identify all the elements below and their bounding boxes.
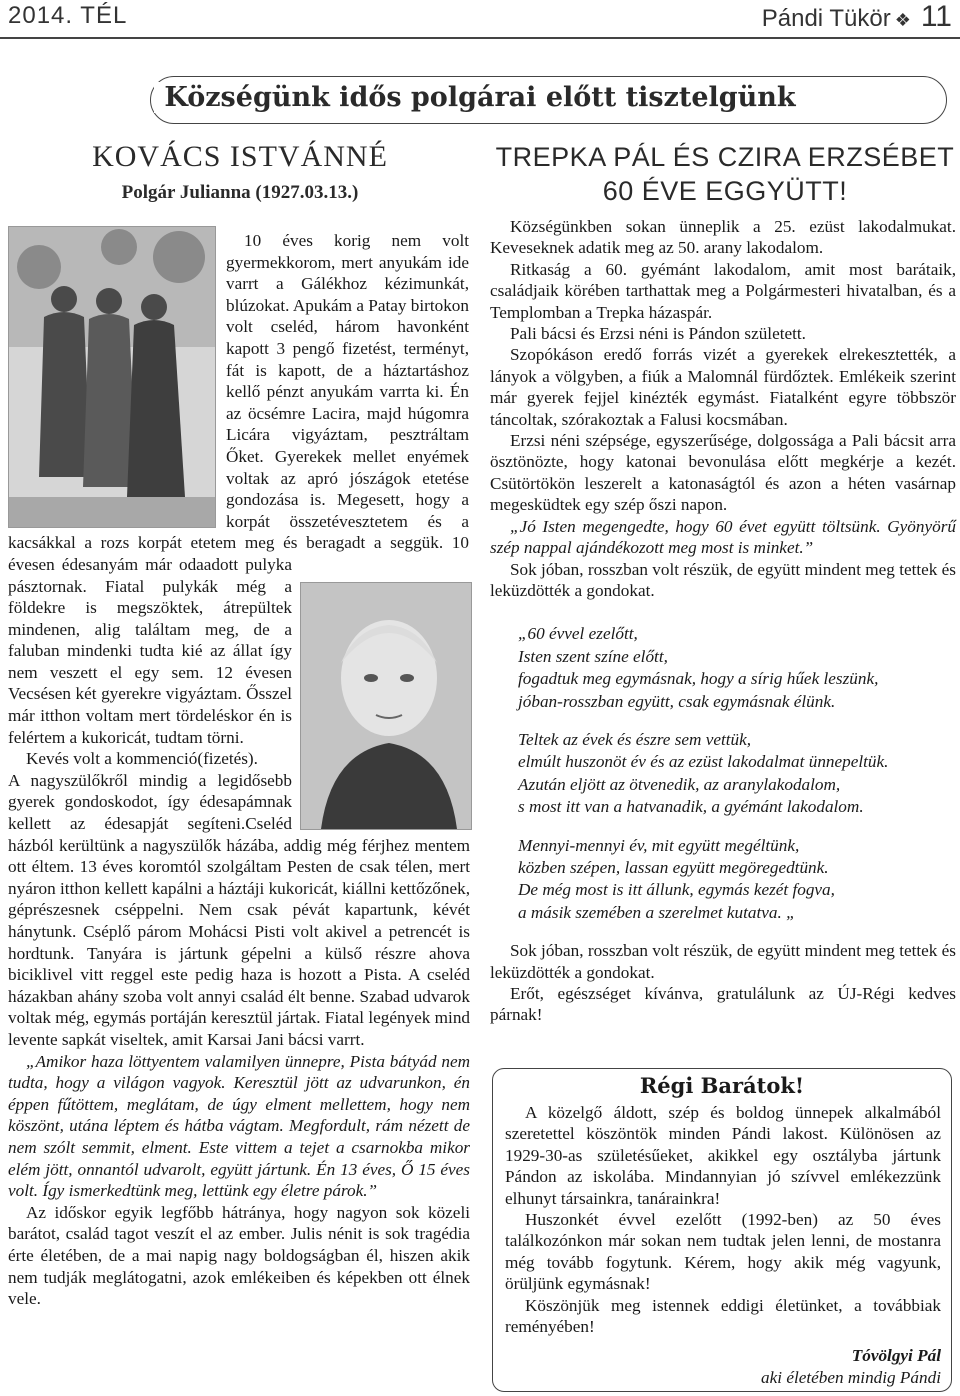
poem-stanza-3	[518, 835, 956, 925]
poem-stanza-1	[518, 623, 956, 713]
left-paragraph-2: Kevés volt a kommenció(fizetés).	[26, 749, 258, 769]
right-paragraph-9: Erőt, egészséget kívánva, gratulálunk az ÚJ-Régi kedves párnak!	[490, 984, 956, 1025]
right-paragraph-3: Pali bácsi és Erzsi néni is Pándon született.	[510, 324, 806, 344]
main-title-text: Községünk idős polgárai előtt tisztelgünk	[154, 82, 805, 113]
right-title-line-2: 60 ÉVE EGGYÜTT!	[602, 176, 848, 206]
right-paragraph-2: Ritkaság a 60. gyémánt lakodalom, amit most barátaik, családjaik körében tarthattak meg a Polgármesteri hivatalban, és a Templomban a Trepka házaspár.	[490, 259, 956, 322]
box-paragraph-1: A közelgő áldott, szép és boldog ünnepek alkalmából szeretettel köszöntök minden Pándi lakost. Különösen az 1929-30-as születésűeket, akikkel egy osztályba jártunk Pándon az iskolába. Mindannyian jó szívvel emlékezzünk elhunyt társainkra, tanárainkra!	[505, 1103, 941, 1208]
poem-line: fogadtuk meg egymásnak, hogy a sírig hűek leszünk,	[518, 669, 879, 689]
left-paragraph-1: 10 éves korig nem volt gyermekkorom, mert anyukám ide varrt a Gálékhoz kézimunkát, blúzokat. Apukám a Patay birtokon volt cseléd, három havonként kapott 3 pengő fizetést, terményt, fát is kapott, de a háztartáshoz kellő pénzt anyukám varrta ki. Én az öcsémre Lacira, majd húgomra Licára vigyáztam, pesztráltam Őket. Gyerekek mellet enyémek voltak az apró jószágok etetése gondozása is. Megesett, hogy a korpát összetévesztetem és a kacsákkal a rozs korpát etetem meg és beragadt a seggük. 10 évesen édesanyám már odaadott pulyka pásztornak. Fiatal pulykák még a földekre is megszöktek, átrepültek mindenen, alig találtam meg, de a faluban mindenki tudta kié az állat így nem veszett el egy sem. 12 évesen Vecsésen két gyerekre vigyáztam. Ősszel már itthon voltam mert tördeléskor én is felértem a kukoricát, tudtam törni.	[8, 231, 469, 747]
left-article-title: KOVÁCS ISTVÁNNÉ	[92, 140, 388, 173]
left-article-body	[8, 230, 470, 1310]
page-number: 11	[920, 0, 952, 33]
poem-line: a másik szemében a szerelmet kutatva. „	[518, 902, 796, 922]
box-body	[493, 1098, 951, 1389]
header-rule	[0, 37, 960, 39]
poem-line: jóban-rosszban együtt, csak egymásnak élünk.	[518, 691, 836, 711]
paper-name-and-page	[762, 0, 952, 34]
box-paragraph-2: Huszonkét évvel ezelőtt (1992-ben) az 50 éves találkozónkon már sokan nem tudtak jelen lenni, de mostanra még tovább fogytunk. Kérem, hogy akik még vagyunk, örüljünk egymásnak!	[505, 1210, 941, 1294]
right-article-title	[490, 140, 960, 208]
right-paragraph-5: Erzsi néni szépsége, egyszerűsége, dolgossága a Pali bácsit arra ösztönözte, hogy katonai bevonulása előtt megkérje a kezét. Csütörtökön leszerelt a katonaságtól és azon a héten vasárnap megesküdtek egy szép őszi napon.	[490, 431, 956, 515]
regi-baratok-box	[492, 1068, 952, 1392]
main-title	[0, 82, 960, 113]
right-quote: „Jó Isten megengedte, hogy 60 évet együtt töltsünk. Gyönyörű szép nappal ajándékozott meg most is minket.”	[490, 516, 956, 558]
right-paragraph-8: Sok jóban, rosszban volt részük, de együtt mindent meg tettek és leküzdötték a gondokat.	[490, 941, 956, 982]
paper-name: Pándi Tükör	[761, 5, 891, 32]
box-title: Régi Barátok!	[639, 1073, 805, 1098]
diamond-icon: ❖	[894, 10, 911, 30]
box-paragraph-3: Köszönjük meg istennek eddigi életünket, a továbbiak reményében!	[505, 1295, 941, 1337]
poem-line: De még most is itt állunk, egymás kezét fogva,	[518, 880, 835, 900]
poem-line: elmúlt huszonöt év és az ezüst lakodalmat ünnepeltük.	[518, 752, 889, 772]
poem-line: közben szépen, lassan együtt megöregedtünk.	[518, 857, 829, 877]
left-paragraph-3: A nagyszülőkről mindig a legidősebb gyerek gondoskodot, így édesapámnak kellett az édesapját segíteni.Cseléd házból kerültünk a nagyszülők házába, addig még férjhez mentem ott éltem. 13 éves koromtól szolgáltam Pesten de csak télen, mert nyáron itthon kellett kapálni a háztáji kukoricát, kiállni kettőzőnek, géprészesnek cséppelni. Nem csak pévát kapartunk, kévét hánytunk. Cséplő párom Mohácsi Pisti volt akivel a petrencét is hordtunk. Tanyára is jártunk gépelni a külső részre ahova biciklivel vitt reggel este pedig haza is hozott a Pista. A cseléd házakban ahány szoba volt annyi család élt benne. Szabad udvarok voltak még, egymás portáján keresztül jártak. Fiatal legények mind levente sapkát viseltek, amit Karsai Jani bácsi varrt.	[8, 770, 471, 1049]
left-quote: „Amikor haza löttyentem valamilyen ünnepre, Pista bátyád nem tudta, hogy a világon vagyok. Keresztül jött az udvarunkon, én éppen fűtöttem, meglátam, de úgy elment mellettem, hogy nem köszönt, utána léptem és hátba vágtam. Megfordult, rám nézett de nem szólt semmit, elment. Este vittem a tejet a csarnokba mikor elém jött, onnantól udvarolt, együtt jártunk. Én 13 éves, Ő 15 éves volt. Így ismerkedtünk meg, lettünk egy életre párok.”	[8, 1051, 470, 1201]
poem	[518, 623, 956, 924]
poem-line: Mennyi-mennyi év, mit együtt megéltünk,	[518, 835, 800, 855]
poem-line: Azután eljött az ötvenedik, az aranylakodalom,	[518, 774, 841, 794]
right-article-body	[490, 216, 956, 1026]
left-paragraph-4: Az időskor egyik legfőbb hátránya, hogy nagyon sok közeli barátot, család tagot veszít el az ember. Julis nénit is sok tragédia érte életében, de a mai napig nagy boldogságban él, hiszen akik nem tudják meglátogatni, azok emlékeiben és képekben ott élnek vele.	[8, 1202, 470, 1309]
poem-line: s most itt van a hatvanadik, a gyémánt lakodalom.	[518, 797, 864, 817]
right-paragraph-4: Szopókáson eredő forrás vizét a gyerekek elrekesztették, a lányok a völgyben, a fiúk a Malomnál fürdőztek. Emlékeik szerint már gyerek fejjel kinézték egymást. Fiatalként egyre többször táncoltak, szórakoztak a Falusi kocsmában.	[490, 345, 956, 429]
poem-line: Teltek az évek és észre sem vettük,	[518, 729, 752, 749]
poem-stanza-2	[518, 729, 956, 819]
right-paragraph-7: Sok jóban, rosszban volt részük, de együtt mindent meg tettek és leküzdötték a gondokat.	[490, 559, 956, 600]
signature-note: aki életében mindig Pándi	[761, 1368, 941, 1388]
signature-name: Tóvölgyi Pál	[851, 1346, 941, 1366]
poem-line: Isten szent színe előtt,	[518, 646, 668, 666]
poem-line: „60 évvel ezelőtt,	[518, 624, 638, 644]
right-title-line-1: TREPKA PÁL ÉS CZIRA ERZSÉBET	[495, 142, 955, 172]
issue-season: 2014. TÉL	[8, 2, 128, 29]
signature	[505, 1345, 941, 1389]
page-header	[0, 0, 960, 36]
right-paragraph-1: Községünkben sokan ünneplik a 25. ezüst lakodalmukat. Keveseknek adatik meg az 50. arany lakodalom.	[490, 217, 956, 258]
left-article-subtitle: Polgár Julianna (1927.03.13.)	[121, 182, 359, 203]
